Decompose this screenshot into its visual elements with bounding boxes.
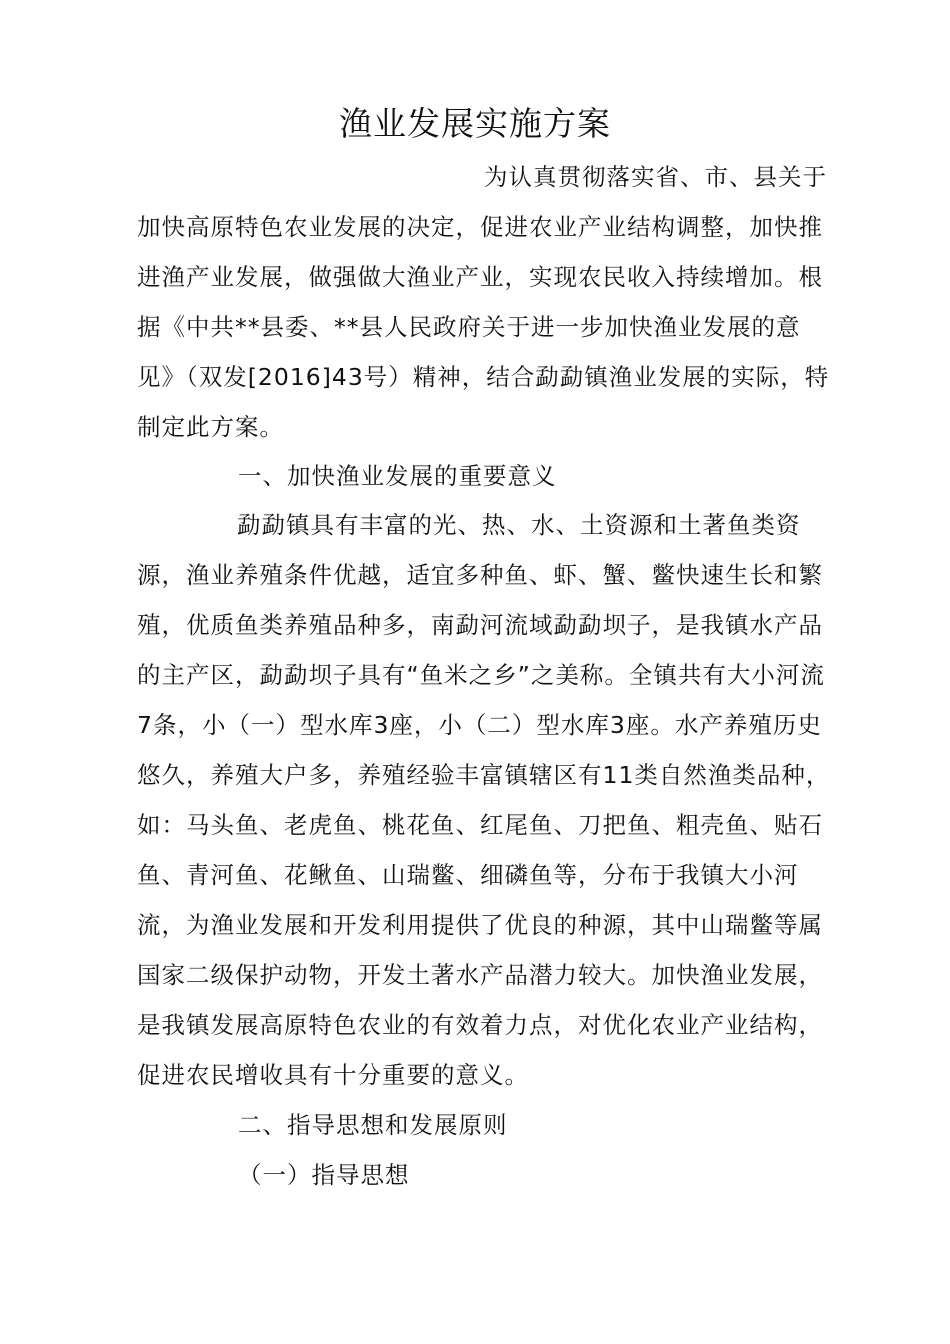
sub-heading-guiding-ideology: （一）指导思想 bbox=[238, 1161, 410, 1189]
section-1-paragraph: 勐勐镇具有丰富的光、热、水、土资源和土著鱼类资源，渔业养殖条件优越，适宜多种鱼、虾、蟹、鳖快速生长和繁殖，优质鱼类养殖品种多，南勐河流域勐勐坝子，是我镇水产品的主产区，勐勐坝子具有“鱼米之乡”之美称。全镇共有大小河流7条，小（一）型水库3座，小（二）型水库3座。水产养殖历史悠久，养殖大户多，养殖经验丰富镇辖区有11类自然渔类品种，如：马头鱼、老虎鱼、桃花鱼、红尾鱼、刀把鱼、粗壳鱼、贴石鱼、青河鱼、花鳅鱼、山瑞鳖、细磷鱼等，分布于我镇大小河流，为渔业发展和开发利用提供了优良的种源，其中山瑞鳖等属国家二级保护动物，开发土著水产品潜力较大。加快渔业发展，是我镇发展高原特色农业的有效着力点，对优化农业产业结构，促进农民增收具有十分重要的意义。 bbox=[137, 511, 831, 1089]
section-heading-1: 一、加快渔业发展的重要意义 bbox=[238, 462, 557, 490]
document-title: 渔业发展实施方案 bbox=[339, 104, 611, 143]
section-heading-2: 二、指导思想和发展原则 bbox=[238, 1111, 508, 1139]
intro-paragraph: 为认真贯彻落实省、市、县关于加快高原特色农业发展的决定，促进农业产业结构调整，加快推进渔产业发展，做强做大渔业产业，实现农民收入持续增加。根据《中共**县委、**县人民政府关于进一步加快渔业发展的意见》（双发[2016]43号）精神，结合勐勐镇渔业发展的实际，特制定此方案。 bbox=[137, 163, 830, 441]
